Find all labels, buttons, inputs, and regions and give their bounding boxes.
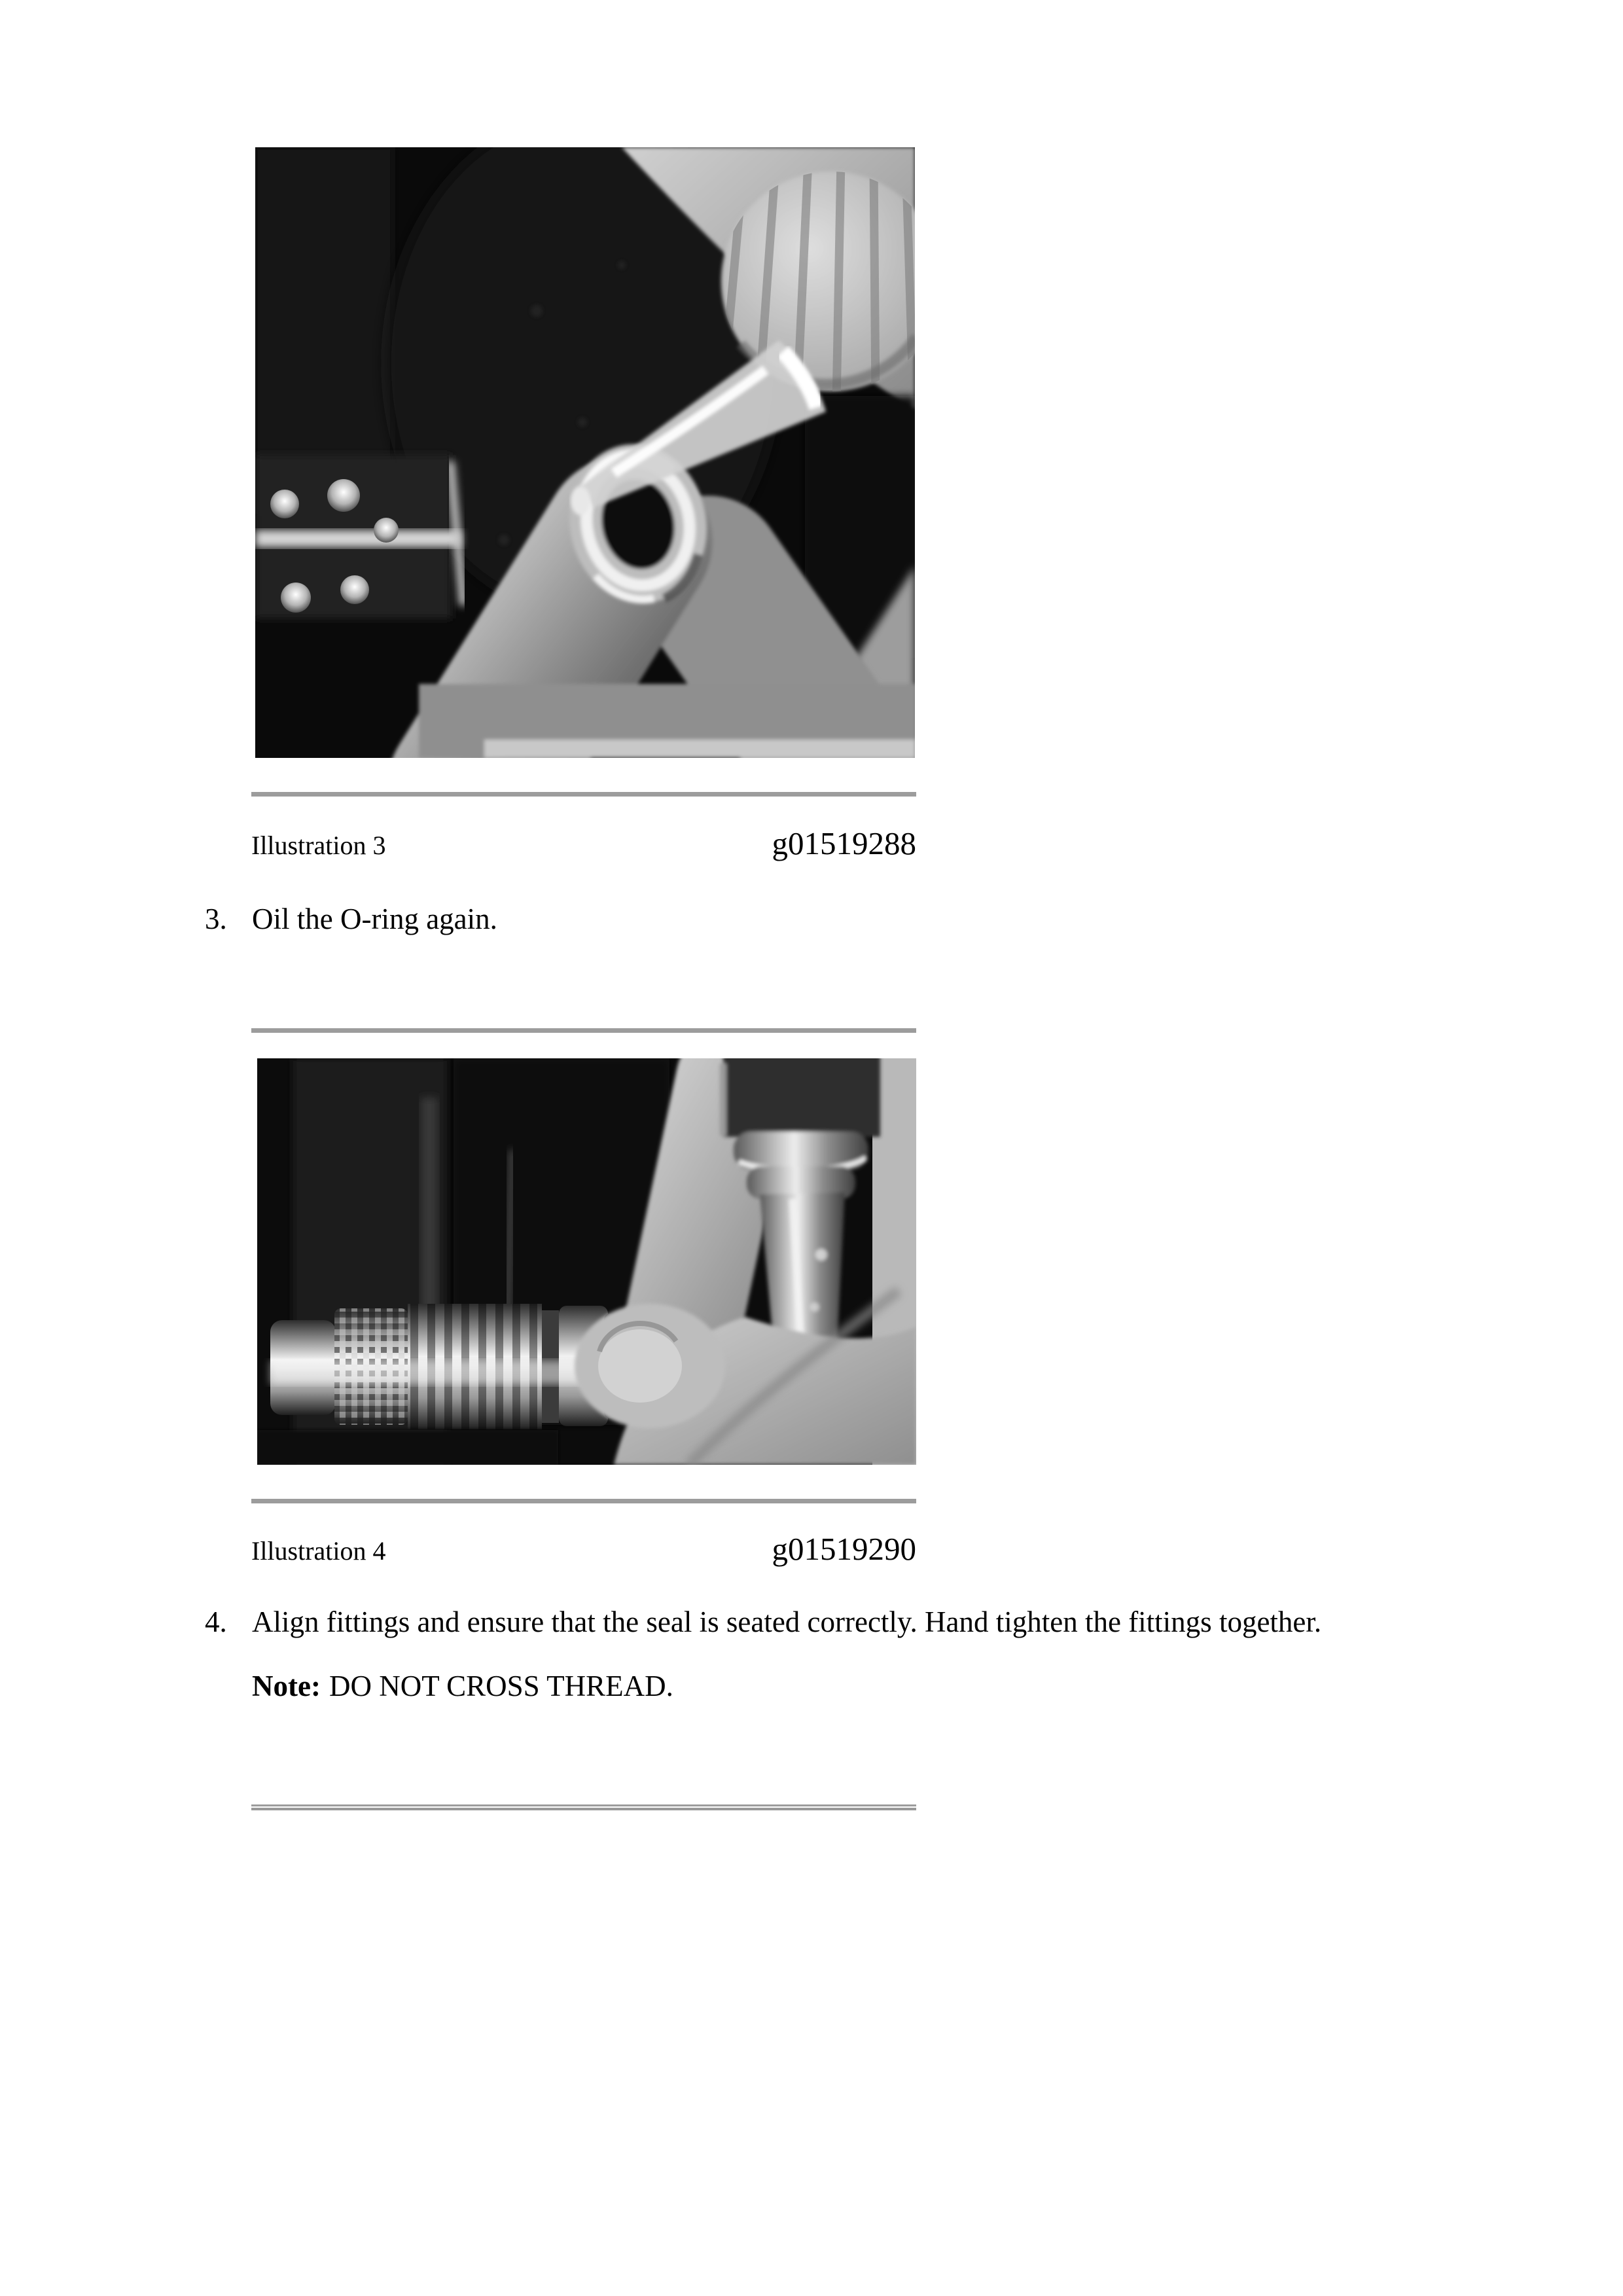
threaded-fitting [270,1304,616,1429]
bolted-plate [255,455,463,619]
illustration-3-caption [251,825,916,862]
caption-label: Illustration 4 [251,1536,386,1566]
note-text: DO NOT CROSS THREAD. [329,1670,673,1702]
figure-divider [251,1804,916,1810]
step-text: Align fittings and ensure that the seal is seated correctly. Hand tighten the fittings together. [252,1605,1322,1638]
align-fitting-photo [257,1058,916,1465]
caption-label: Illustration 3 [251,831,386,860]
oiling-oring-photo [255,147,915,758]
note-label: Note: [252,1670,321,1702]
illustration-4-caption [251,1530,916,1568]
step-number: 4. [205,1605,227,1638]
illustration-3-photo [255,147,915,758]
step-item-3 [205,902,497,936]
step-text: Oil the O-ring again. [252,903,497,935]
caption-code: g01519288 [772,825,916,861]
step-item-4 [205,1605,1321,1639]
caption-code: g01519290 [772,1531,916,1567]
step-number: 3. [205,903,227,935]
figure-divider [251,792,916,797]
figure-divider [251,1028,916,1033]
illustration-4-photo [257,1058,916,1465]
figure-divider [251,1499,916,1503]
note [252,1669,673,1703]
